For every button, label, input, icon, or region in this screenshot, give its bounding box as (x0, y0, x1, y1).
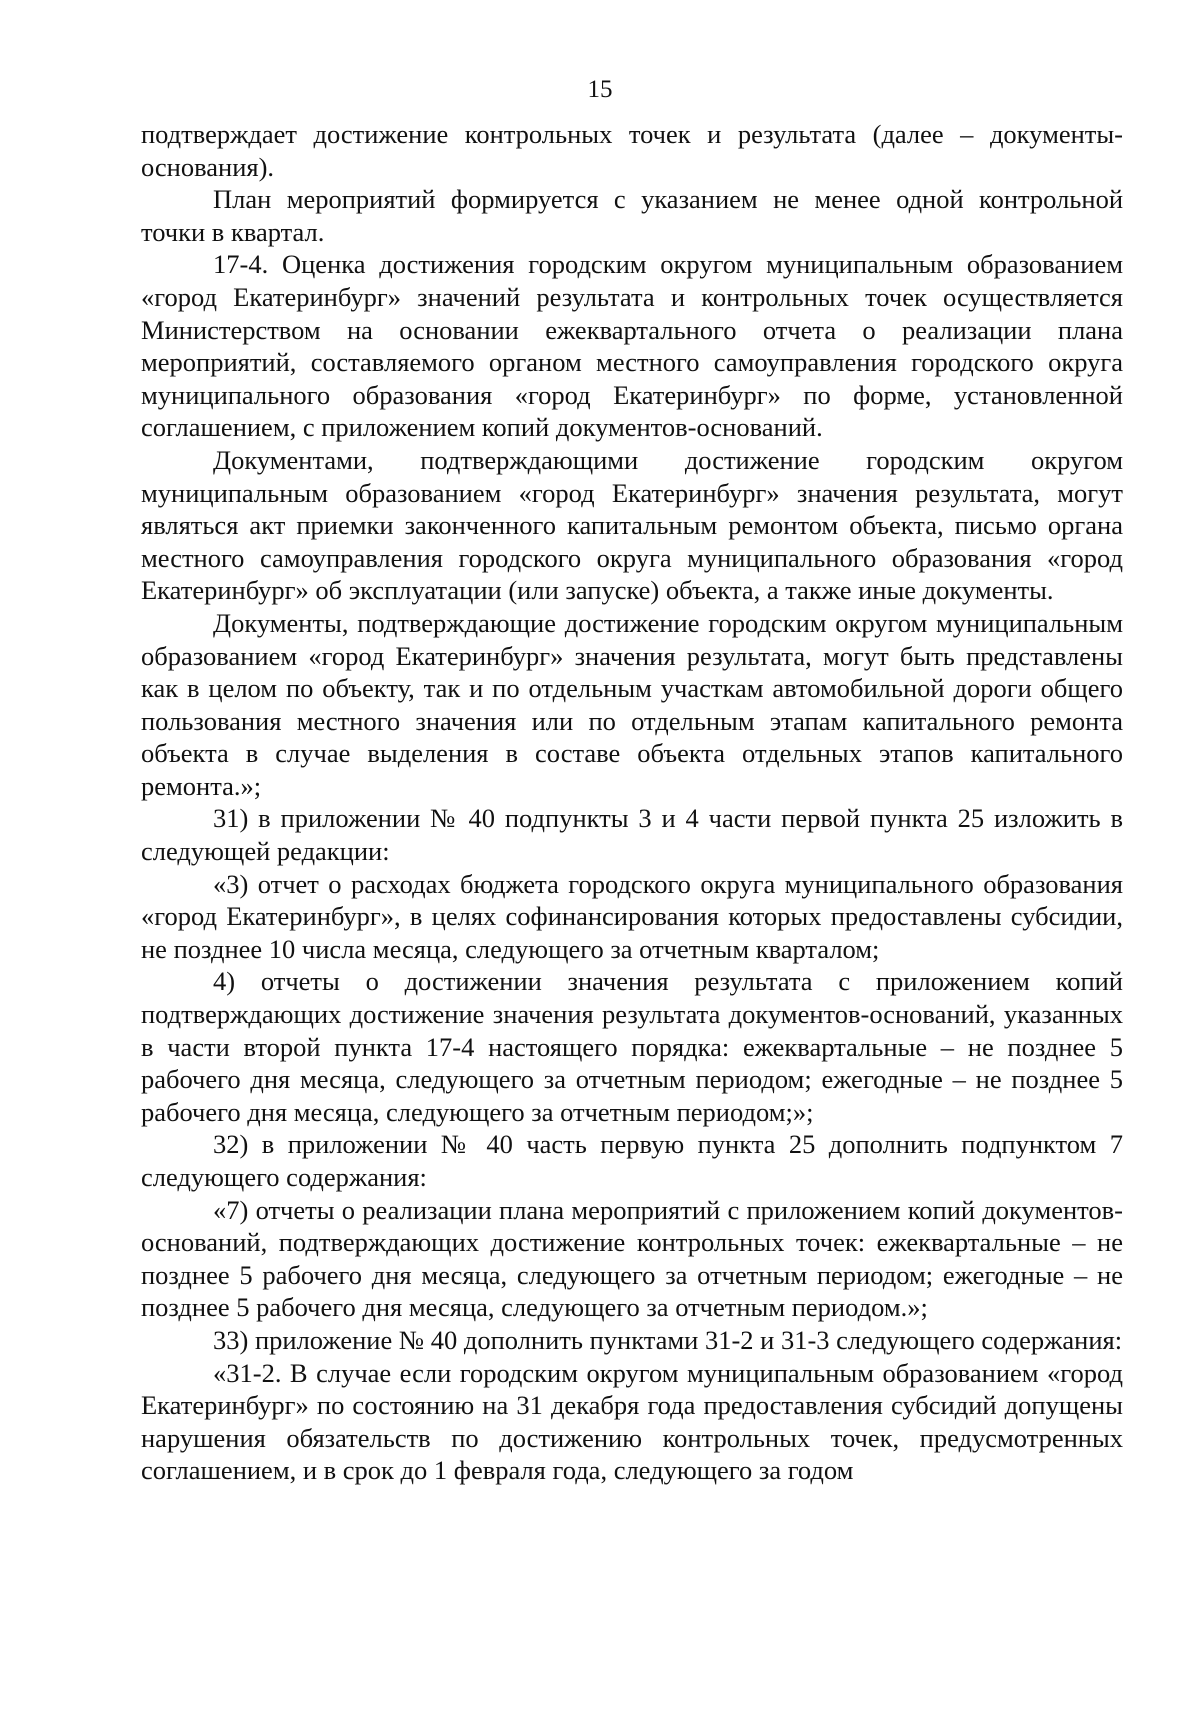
paragraph: Документами, подтверждающими достижение городским округом муниципальным образованием «город Екатеринбург» значения результата, могут являться акт приемки законченного капитальным ремонтом объекта, письмо органа местного самоуправления городского округа муниципального образования «город Екатеринбург» об эксплуатации (или запуске) объекта, а также иные документы. (141, 444, 1123, 606)
paragraph: 32) в приложении № 40 часть первую пункта 25 дополнить подпунктом 7 следующего содержания: (141, 1129, 1123, 1192)
paragraph: подтверждает достижение контрольных точек и результата (далее – документы-основания). (141, 119, 1123, 182)
paragraph: 4) отчеты о достижении значения результата с приложением копий подтверждающих достижение значения результата документов-оснований, указанных в части второй пункта 17-4 настоящего порядка: ежеквартальные – не позднее 5 рабочего дня месяца, следующего за отчетным периодом; ежегодные – не позднее 5 рабочего дня месяца, следующего за отчетным периодом;»; (141, 966, 1123, 1127)
paragraph: «3) отчет о расходах бюджета городского округа муниципального образования «город Екатеринбург», в целях софинансирования которых предоставлены субсидии, не позднее 10 числа месяца, следующего за отчетным кварталом; (141, 868, 1123, 964)
paragraph: 33) приложение № 40 дополнить пунктами 31-2 и 31-3 следующего содержания: (213, 1324, 1123, 1355)
document-body (141, 118, 1123, 1487)
paragraph: План мероприятий формируется с указанием не менее одной контрольной точки в квартал. (141, 184, 1123, 247)
page-number: 15 (587, 76, 613, 103)
paragraph: «31-2. В случае если городским округом муниципальным образованием «город Екатеринбург» по состоянию на 31 декабря года предоставления субсидий допущены нарушения обязательств по достижению контрольных точек, предусмотренных соглашением, и в срок до 1 февраля года, следующего за годом (141, 1357, 1123, 1486)
paragraph: Документы, подтверждающие достижение городским округом муниципальным образованием «город Екатеринбург» значения результата, могут быть представлены как в целом по объекту, так и по отдельным участкам автомобильной дороги общего пользования местного значения или по отдельным этапам капитального ремонта объекта в случае выделения в составе объекта отдельных этапов капитального ремонта.»; (141, 607, 1123, 801)
paragraph: 31) в приложении № 40 подпункты 3 и 4 части первой пункта 25 изложить в следующей редакции: (141, 803, 1123, 867)
paragraph: 17-4. Оценка достижения городским округом муниципальным образованием «город Екатеринбург» значений результата и контрольных точек осуществляется Министерством на основании ежеквартального отчета о реализации плана мероприятий, составляемого органом местного самоуправления городского округа муниципального образования «город Екатеринбург» по форме, установленной соглашением, с приложением копий документов-оснований. (141, 249, 1123, 443)
paragraph: «7) отчеты о реализации плана мероприятий с приложением копий документов-оснований, подтверждающих достижение контрольных точек: ежеквартальные – не позднее 5 рабочего дня месяца, следующего за отчетным периодом; ежегодные – не позднее 5 рабочего дня месяца, следующего за отчетным периодом.»; (141, 1194, 1123, 1323)
